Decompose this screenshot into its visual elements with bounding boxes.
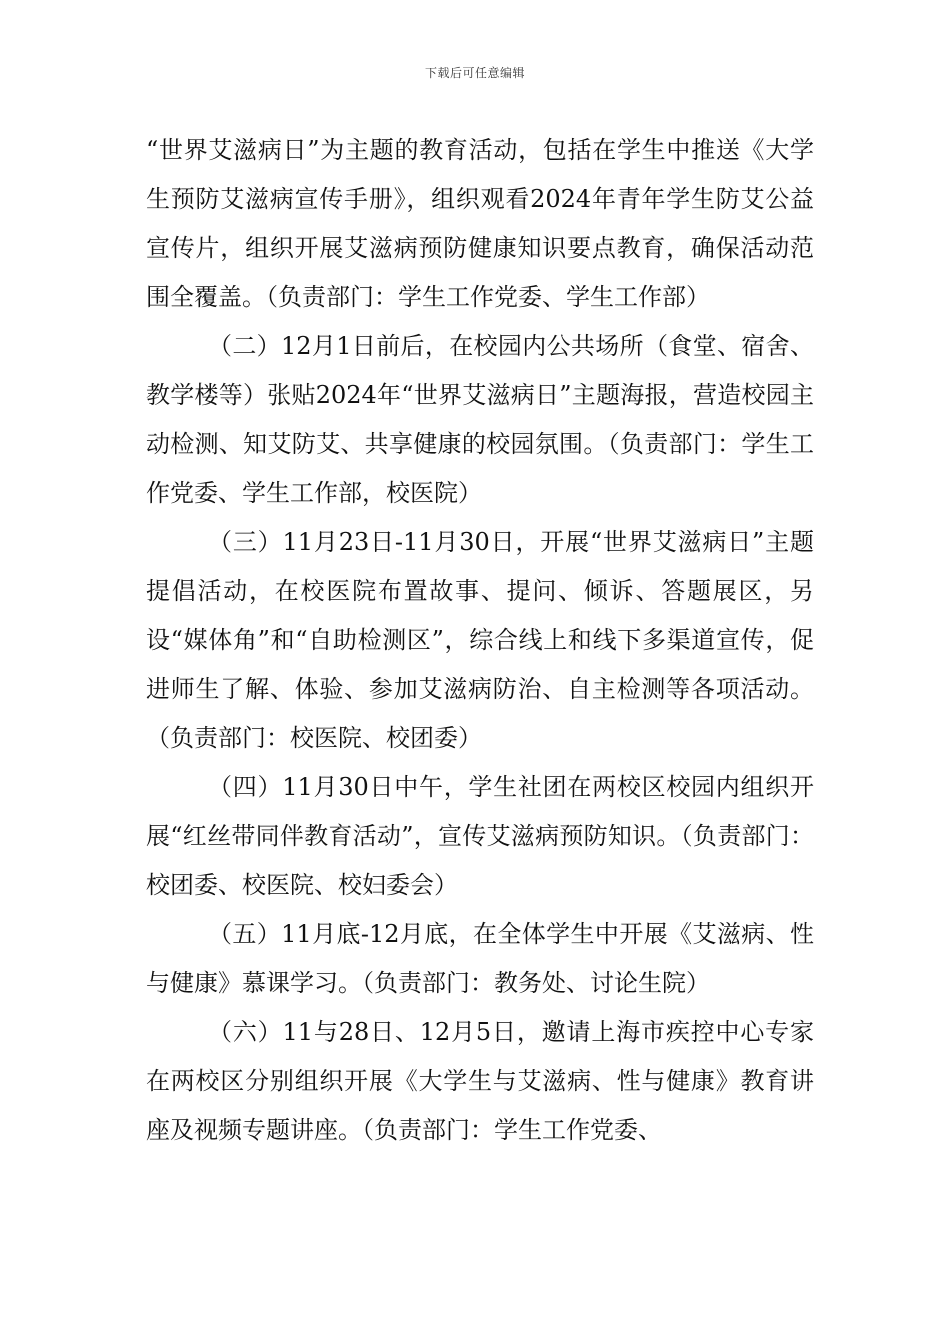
document-body bbox=[146, 126, 814, 1155]
paragraph-4: （四）11月30日中午，学生社团在两校区校园内组织开展“红丝带同伴教育活动”，宣传艾滋病预防知识。（负责部门：校团委、校医院、校妇委会） bbox=[146, 773, 814, 899]
paragraph-1: “世界艾滋病日”为主题的教育活动，包括在学生中推送《大学生预防艾滋病宣传手册》，组织观看2024年青年学生防艾公益宣传片，组织开展艾滋病预防健康知识要点教育，确保活动范围全覆盖。（负责部门：学生工作党委、学生工作部） bbox=[146, 136, 814, 311]
paragraph-2: （二）12月1日前后，在校园内公共场所（食堂、宿舍、教学楼等）张贴2024年“世界艾滋病日”主题海报，营造校园主动检测、知艾防艾、共享健康的校园氛围。（负责部门：学生工作党委、学生工作部，校医院） bbox=[146, 332, 814, 507]
paragraph-3: （三）11月23日-11月30日，开展“世界艾滋病日”主题提倡活动，在校医院布置故事、提问、倾诉、答题展区，另设“媒体角”和“自助检测区”，综合线上和线下多渠道宣传，促进师生了解、体验、参加艾滋病防治、自主检测等各项活动。（负责部门：校医院、校团委） bbox=[146, 528, 814, 752]
paragraph-6: （六）11与28日、12月5日，邀请上海市疾控中心专家在两校区分别组织开展《大学生与艾滋病、性与健康》教育讲座及视频专题讲座。（负责部门：学生工作党委、 bbox=[146, 1018, 814, 1144]
page-header: 下载后可任意编辑 bbox=[424, 66, 525, 80]
paragraph-5: （五）11月底-12月底，在全体学生中开展《艾滋病、性与健康》慕课学习。（负责部门：教务处、讨论生院） bbox=[146, 920, 814, 997]
